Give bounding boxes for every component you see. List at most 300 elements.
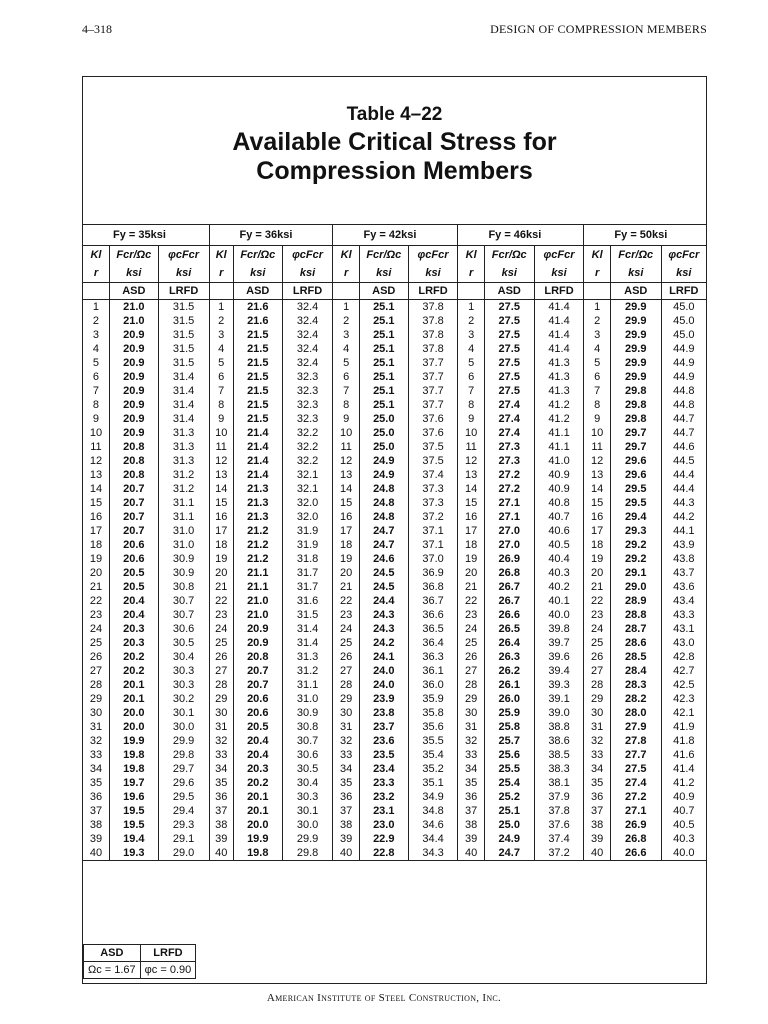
lrfd-value: 40.3: [661, 832, 706, 846]
asd-value: 20.9: [109, 370, 158, 384]
asd-label: ASD: [233, 283, 282, 300]
kl-value: 26: [458, 650, 484, 664]
asd-value: 21.3: [233, 496, 282, 510]
table-row: [83, 622, 706, 636]
asd-value: 20.9: [233, 622, 282, 636]
kl-blank: [333, 283, 359, 300]
asd-value: 23.1: [359, 804, 408, 818]
lrfd-value: 39.3: [534, 678, 584, 692]
asd-value: 26.5: [484, 622, 534, 636]
asd-value: 26.7: [484, 580, 534, 594]
lrfd-value: 34.6: [408, 818, 458, 832]
asd-value: 24.4: [359, 594, 408, 608]
asd-value: 28.6: [610, 636, 661, 650]
fy-header: Fy = 36ksi: [209, 225, 333, 246]
asd-value: 24.1: [359, 650, 408, 664]
asd-value: 27.5: [484, 342, 534, 356]
unit-label: ksi: [233, 264, 282, 283]
asd-value: 20.6: [109, 552, 158, 566]
asd-value: 25.1: [359, 342, 408, 356]
lrfd-value: 39.6: [534, 650, 584, 664]
kl-value: 34: [584, 762, 610, 776]
lrfd-value: 42.7: [661, 664, 706, 678]
lrfd-value: 44.5: [661, 454, 706, 468]
asd-value: 25.1: [359, 370, 408, 384]
lrfd-value: 40.9: [534, 482, 584, 496]
table-row: [83, 804, 706, 818]
kl-label: Kl: [458, 246, 484, 265]
lrfd-value: 41.4: [534, 300, 584, 315]
lrfd-value: 39.7: [534, 636, 584, 650]
lrfd-value: 43.0: [661, 636, 706, 650]
lrfd-value: 29.0: [158, 846, 209, 861]
asd-value: 29.4: [610, 510, 661, 524]
asd-value: 28.7: [610, 622, 661, 636]
lrfd-value: 29.4: [158, 804, 209, 818]
lrfd-value: 35.4: [408, 748, 458, 762]
kl-value: 8: [584, 398, 610, 412]
lrfd-value: 41.1: [534, 426, 584, 440]
asd-value: 21.5: [233, 328, 282, 342]
kl-value: 38: [584, 818, 610, 832]
lrfd-value: 37.7: [408, 370, 458, 384]
asd-value: 24.8: [359, 510, 408, 524]
kl-value: 34: [89, 763, 103, 775]
asd-value: 19.5: [109, 804, 158, 818]
kl-value: 6: [333, 370, 359, 384]
asd-value: 24.5: [359, 566, 408, 580]
running-header: [82, 22, 707, 42]
lrfd-value: 37.1: [408, 538, 458, 552]
lrfd-column-head: φcFcr: [158, 246, 209, 265]
table-row: [83, 734, 706, 748]
kl-value: 18: [209, 538, 233, 552]
asd-value: 25.2: [484, 790, 534, 804]
asd-value: 24.5: [359, 580, 408, 594]
lrfd-value: 31.7: [282, 566, 333, 580]
asd-value: 20.9: [109, 384, 158, 398]
lrfd-value: 40.4: [534, 552, 584, 566]
kl-value: 6: [92, 371, 100, 383]
lrfd-value: 31.2: [158, 482, 209, 496]
asd-value: 24.8: [359, 496, 408, 510]
lrfd-value: 30.6: [158, 622, 209, 636]
asd-value: 26.8: [484, 566, 534, 580]
kl-value: 9: [584, 412, 610, 426]
lrfd-value: 31.5: [282, 608, 333, 622]
asd-value: 21.5: [233, 384, 282, 398]
kl-value: 20: [89, 567, 103, 579]
kl-value: 3: [458, 328, 484, 342]
table-row: [83, 468, 706, 482]
kl-value: 13: [333, 468, 359, 482]
asd-value: 21.1: [233, 566, 282, 580]
asd-value: 20.7: [109, 510, 158, 524]
kl-value: 31: [458, 720, 484, 734]
lrfd-value: 38.8: [534, 720, 584, 734]
kl-value: 7: [458, 384, 484, 398]
lrfd-value: 30.5: [158, 636, 209, 650]
kl-value: 35: [209, 776, 233, 790]
lrfd-value: 36.5: [408, 622, 458, 636]
asd-value: 23.9: [359, 692, 408, 706]
asd-value: 21.6: [233, 314, 282, 328]
lrfd-value: 41.3: [534, 356, 584, 370]
lrfd-label: LRFD: [158, 283, 209, 300]
lrfd-value: 41.2: [661, 776, 706, 790]
asd-value: 21.5: [233, 370, 282, 384]
kl-value: 4: [92, 343, 100, 355]
kl-value: 20: [458, 566, 484, 580]
kl-value: 20: [584, 566, 610, 580]
asd-value: 26.7: [484, 594, 534, 608]
kl-value: 39: [89, 833, 103, 845]
asd-value: 21.5: [233, 398, 282, 412]
kl-value: 27: [584, 664, 610, 678]
lrfd-value: 40.2: [534, 580, 584, 594]
asd-value: 20.6: [233, 706, 282, 720]
asd-value: 20.2: [233, 776, 282, 790]
asd-value: 26.3: [484, 650, 534, 664]
lrfd-value: 31.3: [158, 440, 209, 454]
kl-label: Kl: [333, 246, 359, 265]
kl-value: 17: [209, 524, 233, 538]
asd-value: 27.5: [484, 370, 534, 384]
lrfd-value: 45.0: [661, 314, 706, 328]
kl-value: 5: [584, 356, 610, 370]
kl-value: 28: [89, 679, 103, 691]
kl-value: 19: [333, 552, 359, 566]
asd-value: 29.5: [610, 496, 661, 510]
kl-value: 15: [458, 496, 484, 510]
kl-value: 2: [458, 314, 484, 328]
kl-value: 12: [89, 455, 103, 467]
asd-value: 27.2: [484, 482, 534, 496]
kl-value: 7: [333, 384, 359, 398]
asd-value: 20.1: [109, 678, 158, 692]
asd-value: 21.3: [233, 510, 282, 524]
lrfd-value: 32.3: [282, 412, 333, 426]
kl-value: 15: [584, 496, 610, 510]
lrfd-value: 44.7: [661, 412, 706, 426]
lrfd-value: 44.2: [661, 510, 706, 524]
table-row: [83, 818, 706, 832]
kl-value: 21: [584, 580, 610, 594]
kl-value: 37: [209, 804, 233, 818]
lrfd-value: 31.4: [158, 370, 209, 384]
lrfd-value: 31.5: [158, 300, 209, 315]
lrfd-value: 44.4: [661, 482, 706, 496]
lrfd-value: 44.6: [661, 440, 706, 454]
kl-value: 19: [584, 552, 610, 566]
lrfd-value: 41.6: [661, 748, 706, 762]
asd-value: 26.9: [610, 818, 661, 832]
lrfd-value: 44.4: [661, 468, 706, 482]
asd-value: 20.6: [233, 692, 282, 706]
kl-value: 14: [333, 482, 359, 496]
kl-value: 38: [333, 818, 359, 832]
table-row: [83, 328, 706, 342]
lrfd-value: 40.1: [534, 594, 584, 608]
kl-value: 21: [89, 581, 103, 593]
asd-value: 25.6: [484, 748, 534, 762]
kl-value: 29: [458, 692, 484, 706]
asd-value: 27.5: [484, 384, 534, 398]
kl-value: 23: [209, 608, 233, 622]
kl-value: 25: [584, 636, 610, 650]
kl-value: 38: [209, 818, 233, 832]
kl-value: 35: [89, 777, 103, 789]
asd-value: 19.7: [109, 776, 158, 790]
kl-value: 10: [584, 426, 610, 440]
lrfd-label: LRFD: [534, 283, 584, 300]
kl-value: 26: [209, 650, 233, 664]
kl-value: 2: [333, 314, 359, 328]
asd-value: 24.3: [359, 608, 408, 622]
kl-value: 33: [209, 748, 233, 762]
lrfd-value: 34.3: [408, 846, 458, 861]
table-row: [83, 412, 706, 426]
kl-value: 4: [458, 342, 484, 356]
table-row: [83, 538, 706, 552]
asd-value: 29.7: [610, 426, 661, 440]
lrfd-value: 31.6: [282, 594, 333, 608]
table-row: [83, 580, 706, 594]
asd-value: 26.6: [610, 846, 661, 861]
lrfd-value: 32.2: [282, 454, 333, 468]
kl-value: 24: [209, 622, 233, 636]
asd-value: 25.9: [484, 706, 534, 720]
unit-label: ksi: [610, 264, 661, 283]
asd-value: 27.5: [610, 762, 661, 776]
asd-value: 25.0: [359, 426, 408, 440]
lrfd-value: 36.1: [408, 664, 458, 678]
lrfd-value: 36.3: [408, 650, 458, 664]
kl-label: Kl: [83, 246, 109, 265]
table-row: [83, 552, 706, 566]
lrfd-value: 42.3: [661, 692, 706, 706]
asd-value: 26.2: [484, 664, 534, 678]
asd-value: 28.3: [610, 678, 661, 692]
lrfd-value: 32.0: [282, 510, 333, 524]
lrfd-value: 37.8: [408, 314, 458, 328]
kl-value: 2: [209, 314, 233, 328]
asd-value: 22.9: [359, 832, 408, 846]
asd-value: 20.4: [109, 594, 158, 608]
lrfd-value: 36.6: [408, 608, 458, 622]
kl-value: 23: [333, 608, 359, 622]
r-label: r: [584, 264, 610, 283]
lrfd-value: 37.3: [408, 496, 458, 510]
asd-value: 27.1: [484, 496, 534, 510]
lrfd-value: 40.5: [534, 538, 584, 552]
lrfd-value: 30.9: [282, 706, 333, 720]
table-row: [83, 692, 706, 706]
kl-value: 25: [333, 636, 359, 650]
table-row: [83, 300, 706, 315]
kl-value: 4: [209, 342, 233, 356]
asd-label: ASD: [359, 283, 408, 300]
asd-value: 19.5: [109, 818, 158, 832]
lrfd-value: 37.5: [408, 454, 458, 468]
lrfd-value: 43.7: [661, 566, 706, 580]
kl-value: 36: [89, 791, 103, 803]
unit-label: ksi: [359, 264, 408, 283]
lrfd-value: 30.1: [282, 804, 333, 818]
kl-value: 6: [458, 370, 484, 384]
table-title: [82, 128, 707, 186]
table-row: [83, 706, 706, 720]
lrfd-value: 30.3: [158, 664, 209, 678]
asd-value: 20.8: [109, 454, 158, 468]
lrfd-value: 30.5: [282, 762, 333, 776]
table-row: [83, 832, 706, 846]
lrfd-value: 44.9: [661, 356, 706, 370]
lrfd-value: 35.1: [408, 776, 458, 790]
lrfd-value: 34.4: [408, 832, 458, 846]
lrfd-value: 31.5: [158, 356, 209, 370]
asd-value: 21.0: [233, 594, 282, 608]
fy-header: Fy = 42ksi: [333, 225, 458, 246]
kl-value: 33: [458, 748, 484, 762]
asd-value: 22.8: [359, 846, 408, 861]
table-row: [83, 846, 706, 861]
asd-value: 20.9: [109, 412, 158, 426]
table-row: [83, 342, 706, 356]
kl-value: 20: [333, 566, 359, 580]
kl-value: 13: [209, 468, 233, 482]
kl-value: 7: [209, 384, 233, 398]
lrfd-value: 30.2: [158, 692, 209, 706]
kl-blank: [584, 283, 610, 300]
kl-value: 40: [584, 846, 610, 861]
lrfd-value: 30.9: [158, 566, 209, 580]
asd-value: 29.6: [610, 454, 661, 468]
asd-value: 21.3: [233, 482, 282, 496]
lrfd-value: 31.5: [158, 342, 209, 356]
lrfd-value: 30.6: [282, 748, 333, 762]
lrfd-value: 37.8: [408, 342, 458, 356]
fy-header: Fy = 35ksi: [83, 225, 209, 246]
asd-value: 21.0: [109, 314, 158, 328]
asd-value: 20.9: [109, 426, 158, 440]
kl-label: Kl: [584, 246, 610, 265]
lrfd-value: 37.7: [408, 356, 458, 370]
lrfd-value: 31.0: [158, 538, 209, 552]
kl-value: 28: [333, 678, 359, 692]
asd-value: 20.0: [109, 706, 158, 720]
kl-value: 27: [209, 664, 233, 678]
lrfd-value: 43.3: [661, 608, 706, 622]
asd-value: 27.5: [484, 314, 534, 328]
asd-column-head: Fcr/Ωc: [109, 246, 158, 265]
kl-value: 8: [92, 399, 100, 411]
asd-value: 26.6: [484, 608, 534, 622]
asd-value: 25.8: [484, 720, 534, 734]
title-line-2: Compression Members: [256, 157, 533, 185]
kl-value: 29: [333, 692, 359, 706]
lrfd-value: 29.9: [158, 734, 209, 748]
lrfd-value: 37.2: [408, 510, 458, 524]
kl-value: 1: [584, 300, 610, 315]
asd-value: 29.2: [610, 552, 661, 566]
lrfd-value: 35.9: [408, 692, 458, 706]
asd-value: 25.1: [484, 804, 534, 818]
asd-value: 23.4: [359, 762, 408, 776]
asd-value: 26.0: [484, 692, 534, 706]
asd-value: 19.6: [109, 790, 158, 804]
kl-value: 15: [209, 496, 233, 510]
lrfd-column-head: φcFcr: [282, 246, 333, 265]
asd-value: 24.2: [359, 636, 408, 650]
table-row: [83, 790, 706, 804]
lrfd-value: 29.5: [158, 790, 209, 804]
lrfd-value: 30.8: [158, 580, 209, 594]
lrfd-column-head: φcFcr: [661, 246, 706, 265]
asd-value: 29.1: [610, 566, 661, 580]
lrfd-value: 40.7: [661, 804, 706, 818]
kl-value: 26: [333, 650, 359, 664]
table-number: Table 4–22: [346, 104, 443, 125]
table-row: [83, 426, 706, 440]
asd-value: 29.9: [610, 300, 661, 315]
kl-value: 27: [458, 664, 484, 678]
lrfd-value: 39.0: [534, 706, 584, 720]
lrfd-value: 32.2: [282, 426, 333, 440]
kl-value: 36: [458, 790, 484, 804]
lrfd-value: 40.7: [534, 510, 584, 524]
lrfd-value: 31.1: [282, 678, 333, 692]
kl-value: 39: [458, 832, 484, 846]
asd-value: 20.9: [109, 398, 158, 412]
asd-lrfd-key: [83, 944, 196, 979]
lrfd-value: 32.4: [282, 356, 333, 370]
lrfd-value: 37.3: [408, 482, 458, 496]
unit-label: ksi: [408, 264, 458, 283]
kl-value: 34: [333, 762, 359, 776]
lrfd-value: 37.4: [408, 468, 458, 482]
lrfd-value: 29.1: [158, 832, 209, 846]
section-title: DESIGN OF COMPRESSION MEMBERS: [490, 22, 707, 36]
lrfd-value: 37.8: [408, 328, 458, 342]
kl-value: 35: [584, 776, 610, 790]
lrfd-value: 41.4: [534, 342, 584, 356]
kl-value: 11: [90, 441, 102, 453]
kl-value: 18: [333, 538, 359, 552]
table-row: [83, 678, 706, 692]
asd-value: 21.2: [233, 552, 282, 566]
asd-value: 25.1: [359, 300, 408, 315]
asd-value: 29.9: [610, 328, 661, 342]
asd-value: 29.9: [610, 356, 661, 370]
kl-value: 26: [584, 650, 610, 664]
kl-value: 17: [584, 524, 610, 538]
lrfd-value: 32.3: [282, 398, 333, 412]
asd-value: 20.8: [109, 468, 158, 482]
kl-value: 32: [89, 735, 103, 747]
lrfd-value: 29.6: [158, 776, 209, 790]
kl-value: 7: [92, 385, 100, 397]
asd-value: 26.4: [484, 636, 534, 650]
kl-value: 9: [209, 412, 233, 426]
asd-value: 20.3: [109, 636, 158, 650]
lrfd-value: 32.1: [282, 468, 333, 482]
kl-value: 29: [584, 692, 610, 706]
lrfd-value: 29.8: [158, 748, 209, 762]
kl-value: 24: [89, 623, 103, 635]
kl-value: 9: [333, 412, 359, 426]
asd-value: 25.0: [359, 412, 408, 426]
